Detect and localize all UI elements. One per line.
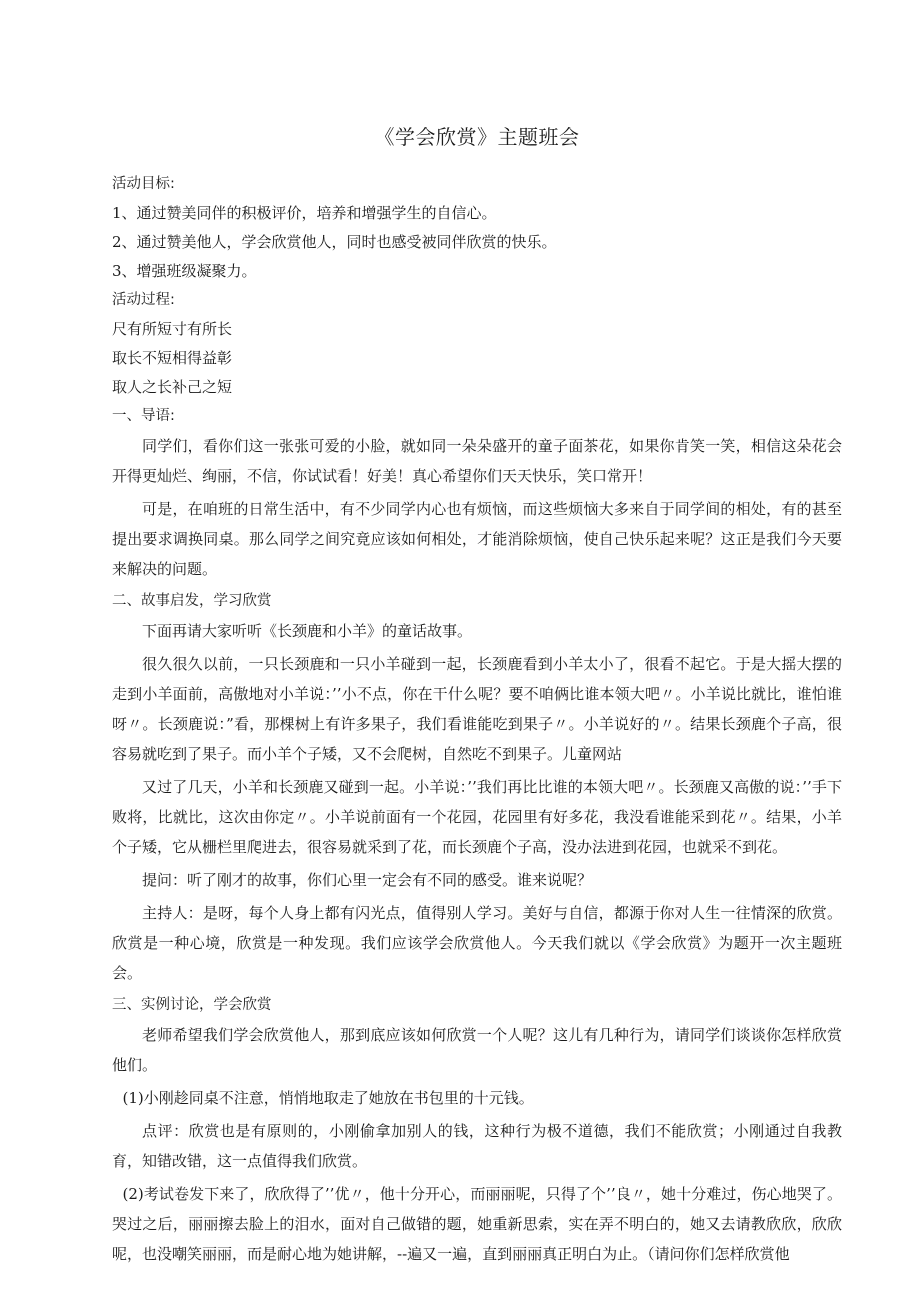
objective-item: 3、增强班级凝聚力。: [112, 262, 257, 280]
objective-item: 2、通过赞美他人，学会欣赏他人，同时也感受被同伴欣赏的快乐。: [112, 233, 557, 251]
paragraph: 提问：听了刚才的故事，你们心里一定会有不同的感受。谁来说呢？: [142, 871, 593, 889]
section-heading-discussion: 三、实例讨论，学会欣赏: [112, 997, 272, 1013]
document-page: [112, 122, 842, 1272]
motto-line: 尺有所短寸有所长: [112, 320, 233, 338]
process-heading: 活动过程:: [112, 292, 175, 308]
comment-paragraph: 点评：欣赏也是有原则的，小刚偷拿加别人的钱，这种行为极不道德，我们不能欣赏；小刚通过自我教育，知错改错，这一点值得我们欣赏。: [112, 1122, 842, 1170]
case-item: (1)小刚趁同桌不注意，悄悄地取走了她放在书包里的十元钱。: [122, 1089, 534, 1107]
paragraph: 可是，在咱班的日常生活中，有不少同学内心也有烦恼，而这些烦恼大多来自于同学间的相处，有的甚至提出要求调换同桌。那么同学之间究竟应该如何相处，才能消除烦恼，使自己快乐起来呢？这正是我们今天要来解决的问题。: [112, 500, 842, 578]
paragraph: 很久很久以前，一只长颈鹿和一只小羊碰到一起，长颈鹿看到小羊太小了，很看不起它。于是大摇大摆的走到小羊面前，高傲地对小羊说：’’小不点，你在干什么呢？要不咱俩比谁本领大吧〃。小羊说比就比，谁怕谁呀〃。长颈鹿说：”看，那棵树上有许多果子，我们看谁能吃到果子〃。小羊说好的〃。结果长颈鹿个子高，很容易就吃到了果子。而小羊个子矮，又不会爬树，自然吃不到果子。儿童网站: [112, 655, 842, 763]
paragraph: 又过了几天，小羊和长颈鹿又碰到一起。小羊说：’’我们再比比谁的本领大吧〃。长颈鹿又高傲的说：’’手下败将，比就比，这次由你定〃。小羊说前面有一个花园，花园里有好多花，我没看谁能采到花〃。结果，小羊个子矮，它从栅栏里爬进去，很容易就采到了花，而长颈鹿个子高，没办法进到花园，也就采不到花。: [112, 778, 842, 856]
paragraph: 下面再请大家听听《长颈鹿和小羊》的童话故事。: [142, 622, 473, 640]
case-item: (2)考试卷发下来了，欣欣得了’’优〃，他十分开心，而丽丽呢，只得了个’’良〃，她十分难过，伤心地哭了。哭过之后，丽丽擦去脸上的泪水，面对自己做错的题，她重新思索，实在弄不明白的，她又去请教欣欣，欣欣呢，也没嘲笑丽丽，而是耐心地为她讲解，--遍又一遍，直到丽丽真正明白为止。（请问你们怎样欣赏他: [112, 1185, 842, 1263]
motto-line: 取人之长补己之短: [112, 378, 233, 396]
objective-item: 1、通过赞美同伴的积极评价，培养和增强学生的自信心。: [112, 204, 497, 222]
paragraph: 老师希望我们学会欣赏他人，那到底应该如何欣赏一个人呢？这儿有几种行为，请同学们谈谈你怎样欣赏他们。: [112, 1026, 842, 1074]
paragraph: 同学们，看你们这一张张可爱的小脸，就如同一朵朵盛开的童子面茶花，如果你肯笑一笑，相信这朵花会开得更灿烂、绚丽，不信，你试试看！好美！真心希望你们天天快乐，笑口常开！: [112, 437, 842, 485]
section-heading-story: 二、故事启发，学习欣赏: [112, 593, 272, 609]
motto-line: 取长不短相得益彰: [112, 349, 233, 367]
document-title: 《学会欣赏》主题班会: [374, 125, 580, 149]
paragraph: 主持人：是呀，每个人身上都有闪光点，值得别人学习。美好与自信，都源于你对人生一往情深的欣赏。欣赏是一种心境，欣赏是一种发现。我们应该学会欣赏他人。今天我们就以《学会欣赏》为题开一次主题班会。: [112, 904, 842, 982]
objectives-heading: 活动目标:: [112, 176, 175, 192]
section-heading-intro: 一、导语:: [112, 408, 175, 424]
